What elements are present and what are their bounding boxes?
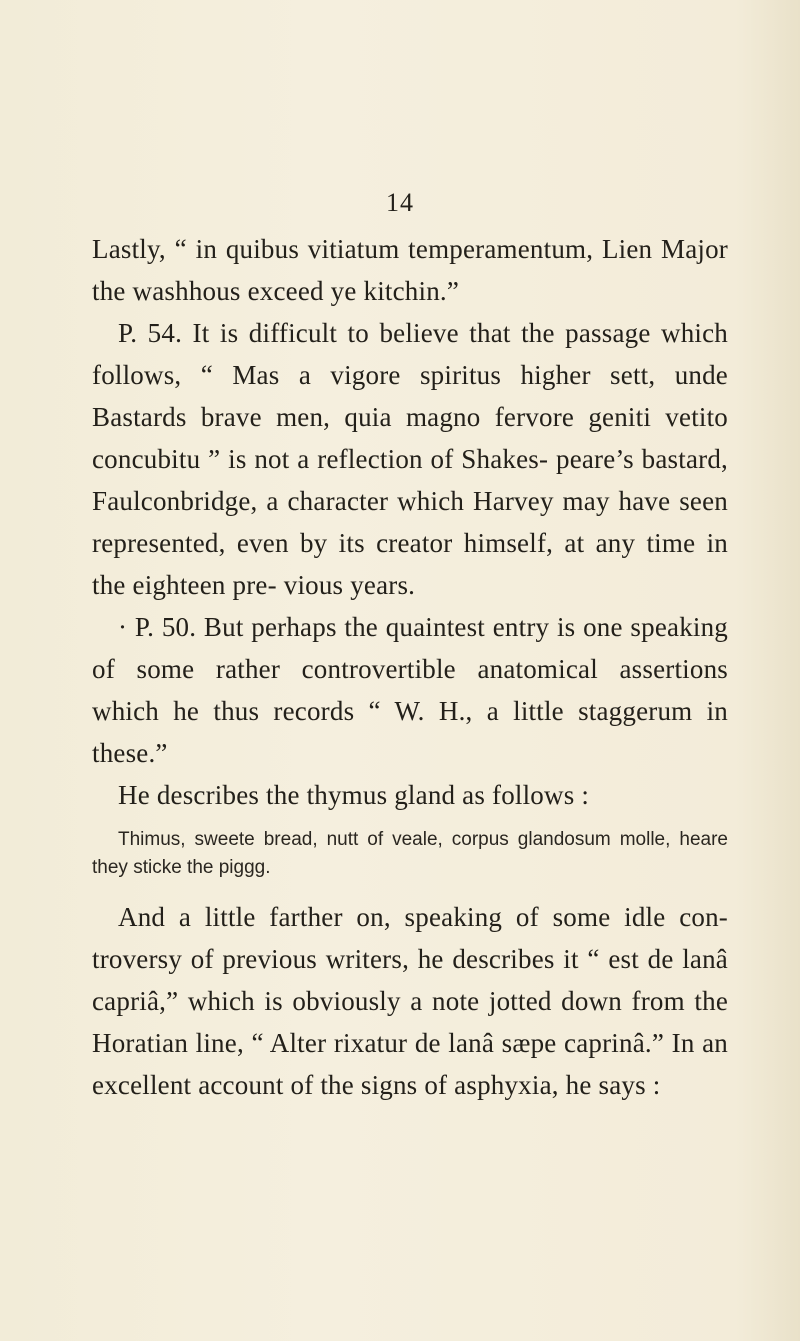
- paragraph-closing: And a little farther on, speaking of some idle con- troversy of previous writers, he describes it “ est de lanâ capriâ,” which is obviously a note jotted down from the Horatian line, “ Alter rixatur de lanâ sæpe caprinâ.” In an excellent account of the signs of asphyxia, he says :: [92, 902, 728, 1100]
- paragraph-thymus-intro: He describes the thymus gland as follows :: [118, 780, 590, 810]
- paragraph-lastly: Lastly, “ in quibus vitiatum temperamentum, Lien Major the washhous exceed ye kitchin.”: [92, 234, 728, 306]
- page-number: 14: [386, 188, 414, 217]
- paragraph-p50: · P. 50. But perhaps the quaintest entry is one speaking of some rather controvertible anatomical assertions which he thus records “ W. H., a little staggerum in these.”: [92, 612, 728, 768]
- paragraph-p54: P. 54. It is difficult to believe that the passage which follows, “ Mas a vigore spiritus higher sett, unde Bastards brave men, quia magno fervore geniti vetito concubitu ” is not a reflection of Shakes- peare’s bastard, Faulconbridge, a character which Harvey may have seen represented, even by its creator himself, at any time in the eighteen pre- vious years.: [92, 318, 728, 600]
- page-body: [92, 228, 728, 1106]
- block-quote-thimus: Thimus, sweete bread, nutt of veale, corpus glandosum molle, heare they sticke the piggg.: [92, 829, 728, 878]
